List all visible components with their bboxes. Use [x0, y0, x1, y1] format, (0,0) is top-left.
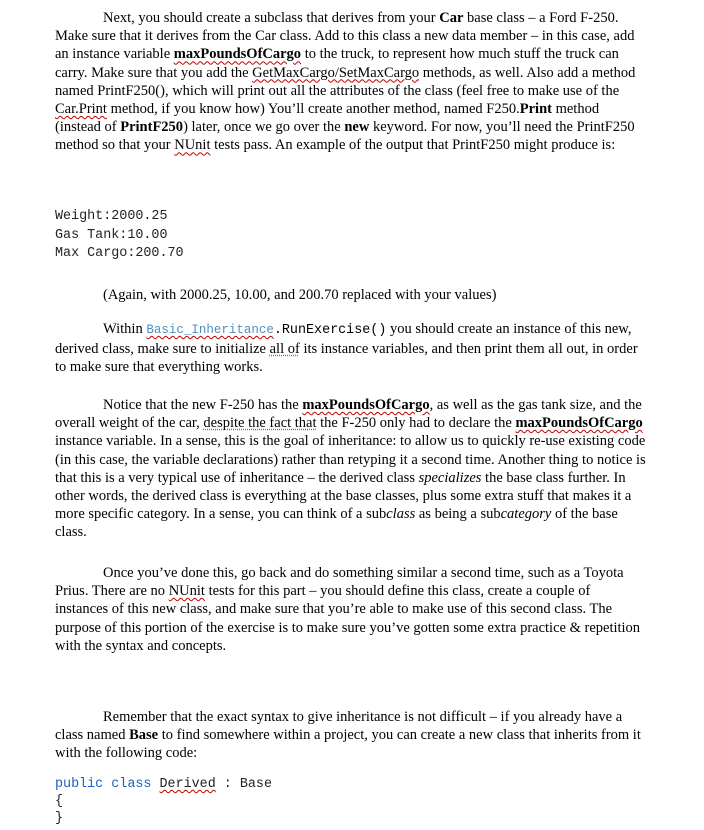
output-line-max-cargo: Max Cargo:200.70	[55, 246, 184, 261]
code-line-close-brace: }	[55, 811, 64, 826]
code-line-declaration: public class Derived : Base	[55, 777, 273, 792]
output-line-gas-tank: Gas Tank:10.00	[55, 227, 168, 243]
paragraph-inheritance-syntax: Remember that the exact syntax to give inheritance is not difficult – if you already have a class named Base to find somewhere within a project, you can create a new class that inherits from it with the following code:	[55, 709, 641, 762]
paragraph-second-class: Once you’ve done this, go back and do something similar a second time, such as a Toyota Prius. There are no NUnit tests for this part – you should define this class, create a couple of instances of this new class, and make sure that you’re able to make use of this second class. The purpose of this portion of the exercise is to make sure you’ve gotten some extra practice & repetition with the syntax and concepts.	[55, 565, 641, 654]
paragraph-replaced-values-note: (Again, with 2000.25, 10.00, and 200.70 replaced with your values)	[103, 287, 497, 303]
output-line-weight: Weight:2000.25	[55, 209, 168, 224]
example-output-block	[55, 208, 184, 264]
paragraph-run-exercise: Within Basic_Inheritance.RunExercise() you should create an instance of this new, derived class, make sure to initialize all of its instance variables, and then print them all out, in order to make sure that everything works.	[55, 321, 638, 376]
paragraph-create-subclass: Next, you should create a subclass that derives from your Car base class – a Ford F-250. Make sure that it derives from the Car class. Add to this class a new data member – in this case, add an instance variable maxPoundsOfCargo to the truck, to represent how much stuff the truck can carry. Make sure that you add the GetMaxCargo/SetMaxCargo methods, as well. Also add a method named PrintF250(), which will print out all the attributes of the class (feel free to make use of the Car.Print method, if you know how) You’ll create another method, named F250.Print method (instead of PrintF250) later, once we go over the new keyword. For now, you’ll need the PrintF250 method so that your NUnit tests pass. An example of the output that PrintF250 might produce is:	[55, 10, 636, 154]
code-snippet-derived-class	[55, 776, 272, 827]
paragraph-notice-inheritance: Notice that the new F-250 has the maxPoundsOfCargo, as well as the gas tank size, and the overall weight of the car, despite the fact that the F-250 only had to declare the maxPoundsOfCargo instance variable. In a sense, this is the goal of inheritance: to allow us to quickly re-use existing code (in this case, the variable declarations) rather than retyping it a second time. Another thing to notice is that this is a very typical use of inheritance – the derived class specializes the base class further. In other words, the derived class is everything at the base classes, plus some extra stuff that makes it a more specific category. In a sense, you can think of a subclass as being a subcategory of the base class.	[55, 397, 646, 541]
code-line-open-brace: {	[55, 794, 64, 809]
